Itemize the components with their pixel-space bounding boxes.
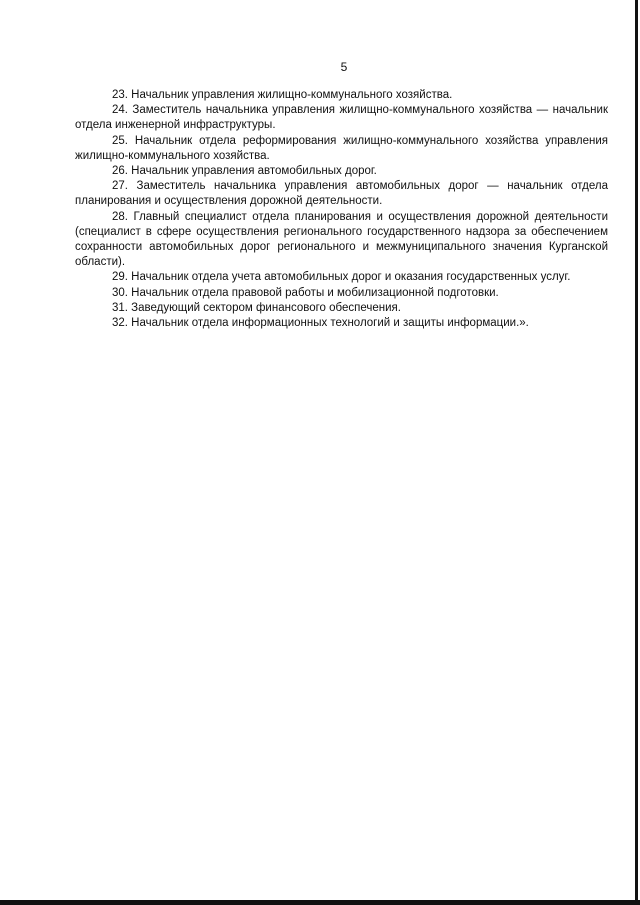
list-item: 26. Начальник управления автомобильных дорог. — [112, 165, 377, 178]
position-list — [75, 88, 608, 331]
list-item: 24. Заместитель начальника управления жилищно-коммунального хозяйства — начальник отдела инженерной инфраструктуры. — [75, 104, 608, 132]
list-item: 27. Заместитель начальника управления автомобильных дорог — начальник отдела планирования и осуществления дорожной деятельности. — [75, 180, 608, 208]
list-item: 31. Заведующий сектором финансового обеспечения. — [112, 301, 401, 314]
list-item: 29. Начальник отдела учета автомобильных дорог и оказания государственных услуг. — [112, 271, 571, 284]
list-item: 23. Начальник управления жилищно-коммунального хозяйства. — [112, 89, 453, 101]
scan-bottom-border — [0, 900, 640, 905]
page-number: 5 — [340, 60, 348, 74]
list-item: 28. Главный специалист отдела планирования и осуществления дорожной деятельности (специалист в сфере осуществления регионального государственного надзора за обеспечением сохранности автомобильных дорог регионального и межмуниципального значения Курганской области). — [75, 210, 608, 269]
scan-right-border — [635, 0, 638, 900]
list-item: 30. Начальник отдела правовой работы и мобилизационной подготовки. — [112, 286, 499, 299]
list-item: 32. Начальник отдела информационных технологий и защиты информации.». — [112, 317, 529, 330]
list-item: 25. Начальник отдела реформирования жилищно-коммунального хозяйства управления жилищно-коммунального хозяйства. — [75, 134, 608, 162]
